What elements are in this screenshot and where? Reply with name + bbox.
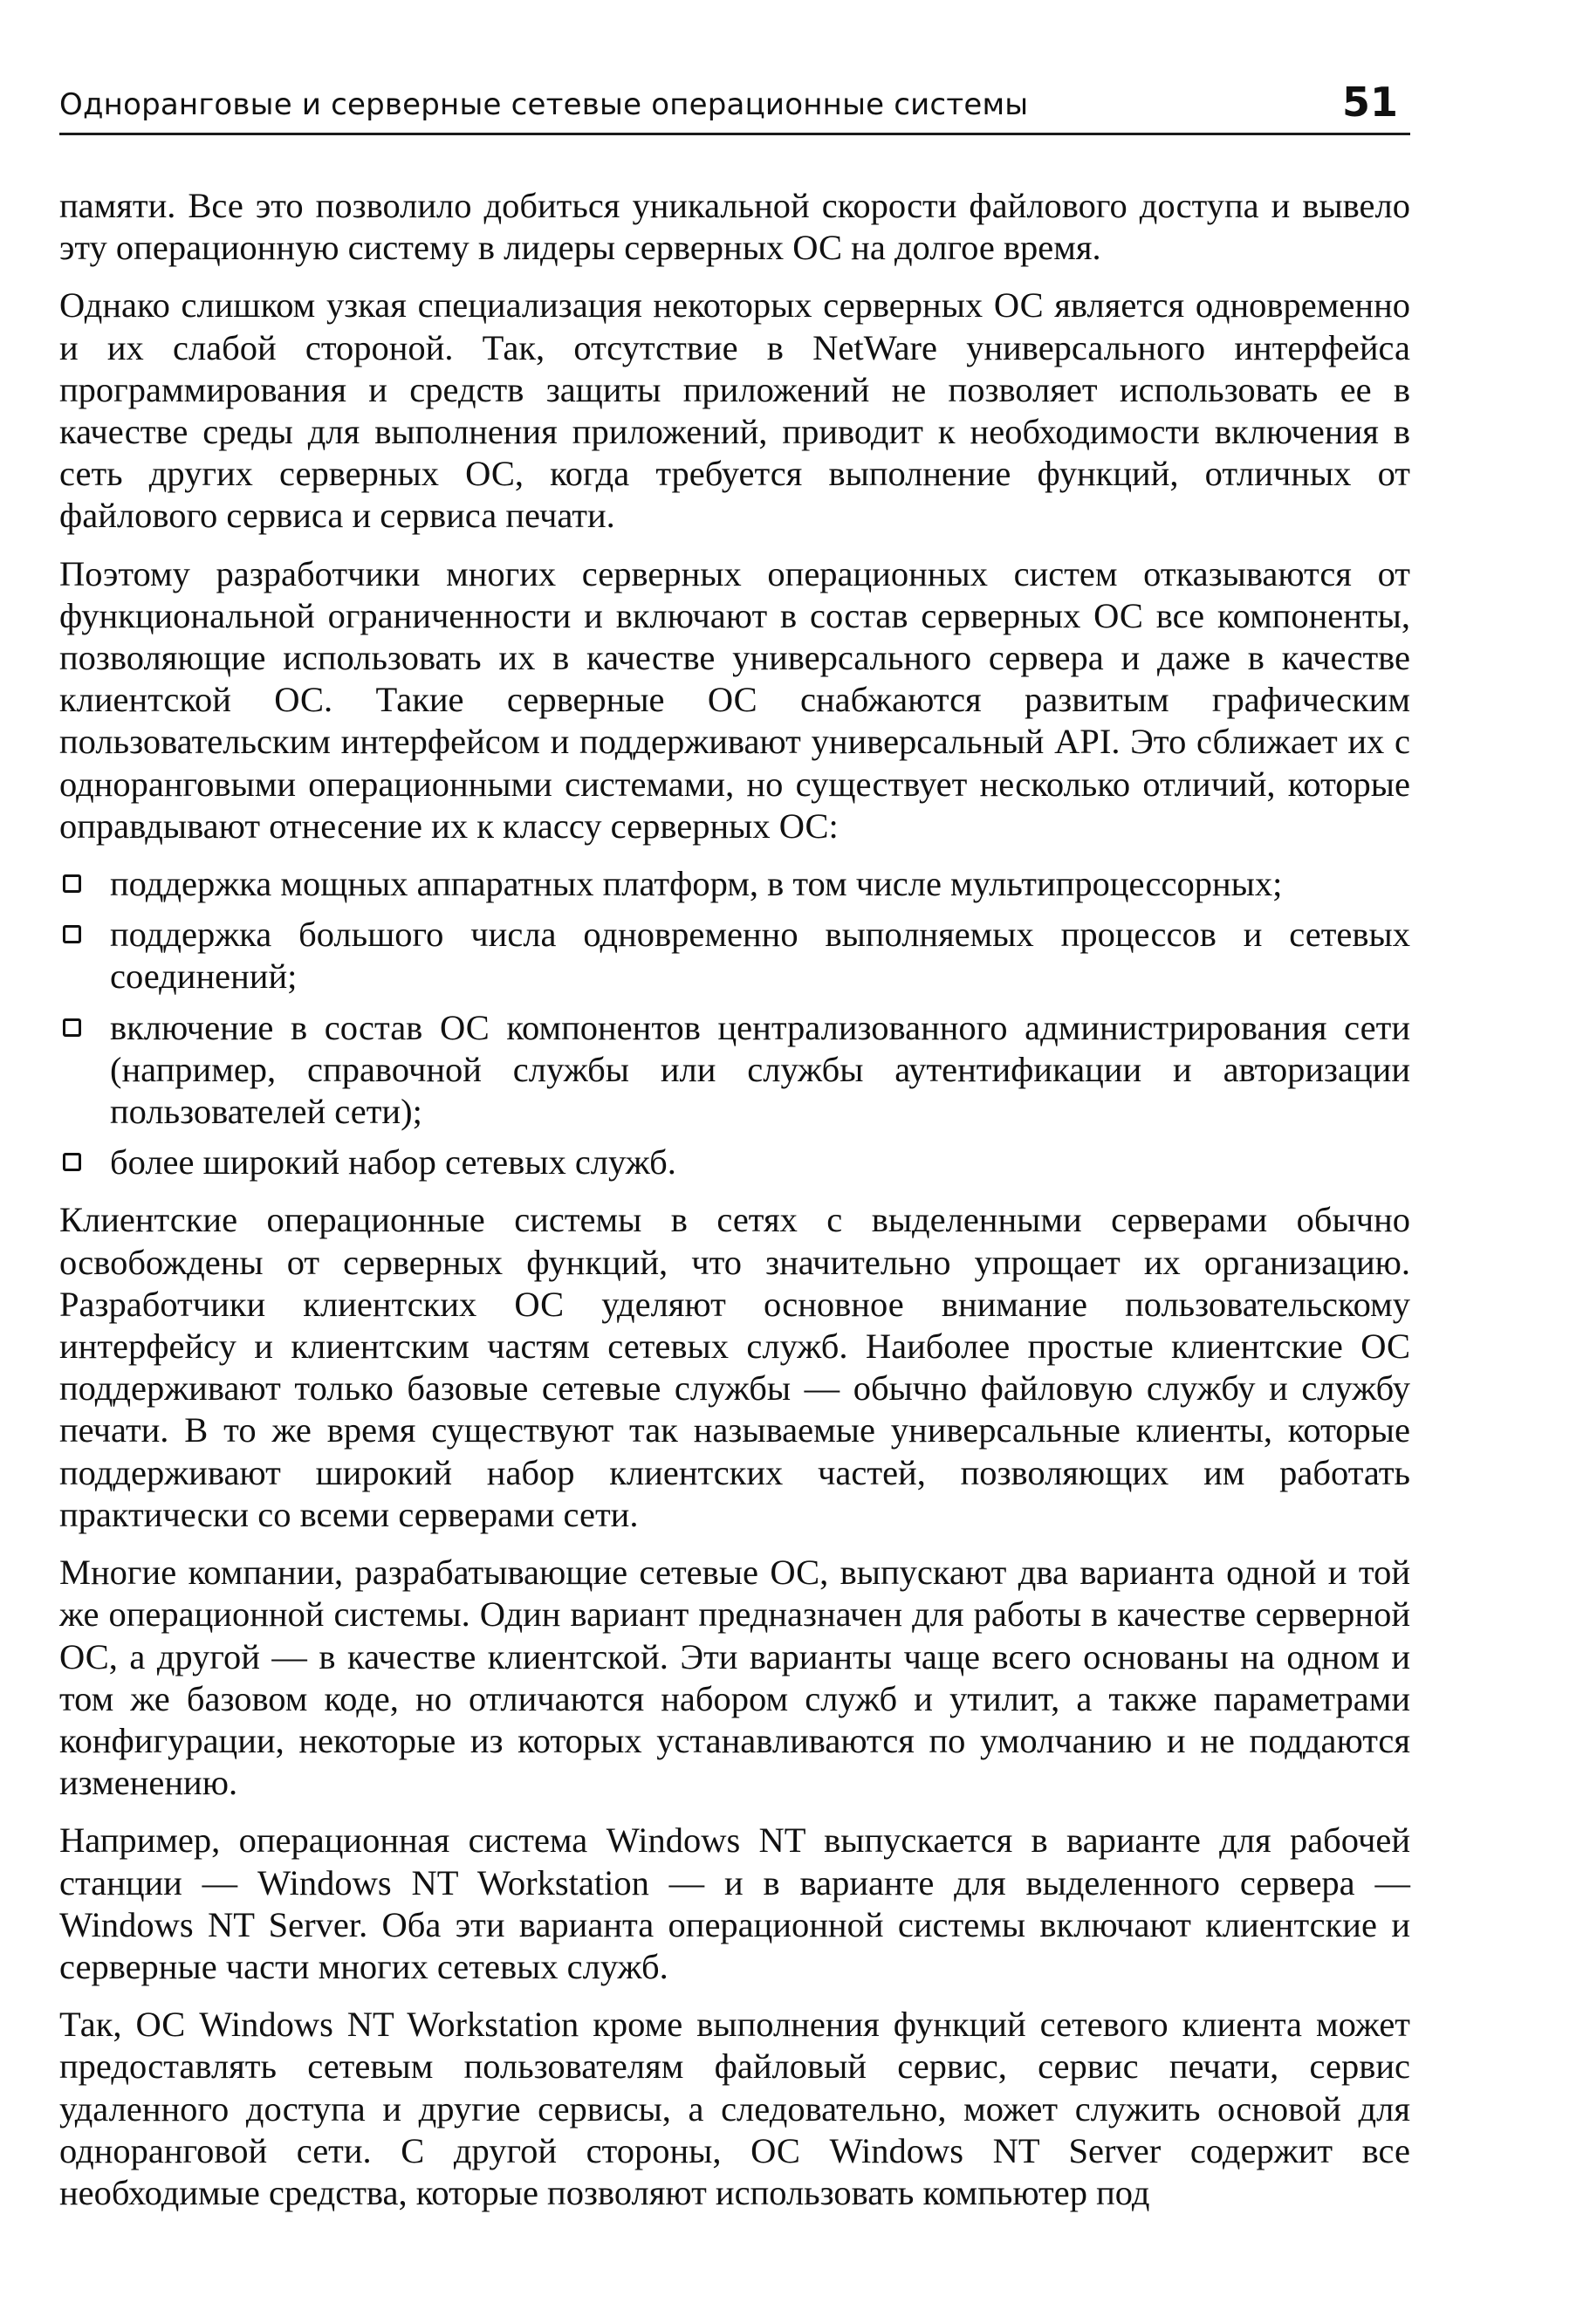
list-item [59,914,1410,997]
list-item [59,863,1410,905]
paragraph: Клиентские операционные системы в сетях с выделенными серверами обычно освобождены от серверных функций, что значительно упрощает их организацию. Разработчики клиентских ОС уделяют основное внимание пользовательскому интерфейсу и клиентским частям сетевых служб. Наиболее простые клиентские ОС поддерживают только базовые сетевые службы — обычно файловую службу и службу печати. В то же время существуют так называемые универсальные клиенты, которые поддерживают широкий набор клиентских частей, позволяющих им работать практически со всеми серверами сети. [59,1200,1410,1534]
list-item-text: более широкий набор сетевых служб. [110,1142,676,1183]
checkbox-bullet-icon [63,1018,81,1037]
list-item [59,1141,1410,1183]
list-item-text: поддержка большого числа одновременно выполняемых процессов и сетевых соединений; [110,915,1410,997]
list-item-text: включение в состав ОС компонентов централизованного администрирования сети (например, справочной службы или службы аутентификации и авторизации пользователей сети); [110,1007,1410,1132]
feature-list [59,863,1410,1183]
paragraph: Так, ОС Windows NT Workstation кроме выполнения функций сетевого клиента может предоставлять сетевым пользователям файловый сервис, сервис печати, сервис удаленного доступа и другие сервисы, а следовательно, может служить основой для одноранговой сети. С другой стороны, ОС Windows NT Server содержит все необходимые средства, которые позволяют использовать компьютер под [59,2005,1410,2212]
paragraph: Многие компании, разрабатывающие сетевые ОС, выпускают два варианта одной и той же операционной системы. Один вариант предназначен для работы в качестве серверной ОС, а другой — в качестве клиентской. Эти варианты чаще всего основаны на одном и том же базовом коде, но отличаются набором служб и утилит, а также параметрами конфигурации, некоторые из которых устанавливаются по умолчанию и не поддаются изменению. [59,1553,1410,1803]
paragraph: Однако слишком узкая специализация некоторых серверных ОС является одновременно и их слабой стороной. Так, отсутствие в NetWare универсального интерфейса программирования и средств защиты приложений не позволяет использовать ее в качестве среды для выполнения приложений, приводит к необходимости включения в сеть других серверных ОС, когда требуется выполнение функций, отличных от файлового сервиса и сервиса печати. [59,285,1410,536]
paragraph: Поэтому разработчики многих серверных операционных систем отказываются от функциональной ограниченности и включают в состав серверных ОС все компоненты, позволяющие использовать их в качестве универсального сервера и даже в качестве клиентской ОС. Такие серверные ОС снабжаются развитым графическим пользовательским интерфейсом и поддерживают универсальный API. Это сближает их с одноранговыми операционными системами, но существует несколько отличий, которые оправдывают отнесение их к классу серверных ОС: [59,553,1410,846]
list-item [59,1007,1410,1134]
body-text [59,185,1410,2230]
checkbox-bullet-icon [63,1153,81,1171]
checkbox-bullet-icon [63,874,81,893]
chapter-title: Одноранговые и серверные сетевые операционные системы [59,87,1029,122]
page-number: 51 [1341,79,1398,126]
paragraph: Например, операционная система Windows NT выпускается в варианте для рабочей станции — Windows NT Workstation — и в варианте для выделенного сервера — Windows NT Server. Оба эти варианта операционной системы включают клиентские и серверные части многих сетевых служб. [59,1820,1410,1986]
checkbox-bullet-icon [63,925,81,943]
running-header [59,63,1410,135]
list-item-text: поддержка мощных аппаратных платформ, в том числе мультипроцессорных; [110,864,1283,904]
paragraph: памяти. Все это позволило добиться уникальной скорости файлового доступа и вывело эту операционную систему в лидеры серверных ОС на долгое время. [59,186,1410,268]
